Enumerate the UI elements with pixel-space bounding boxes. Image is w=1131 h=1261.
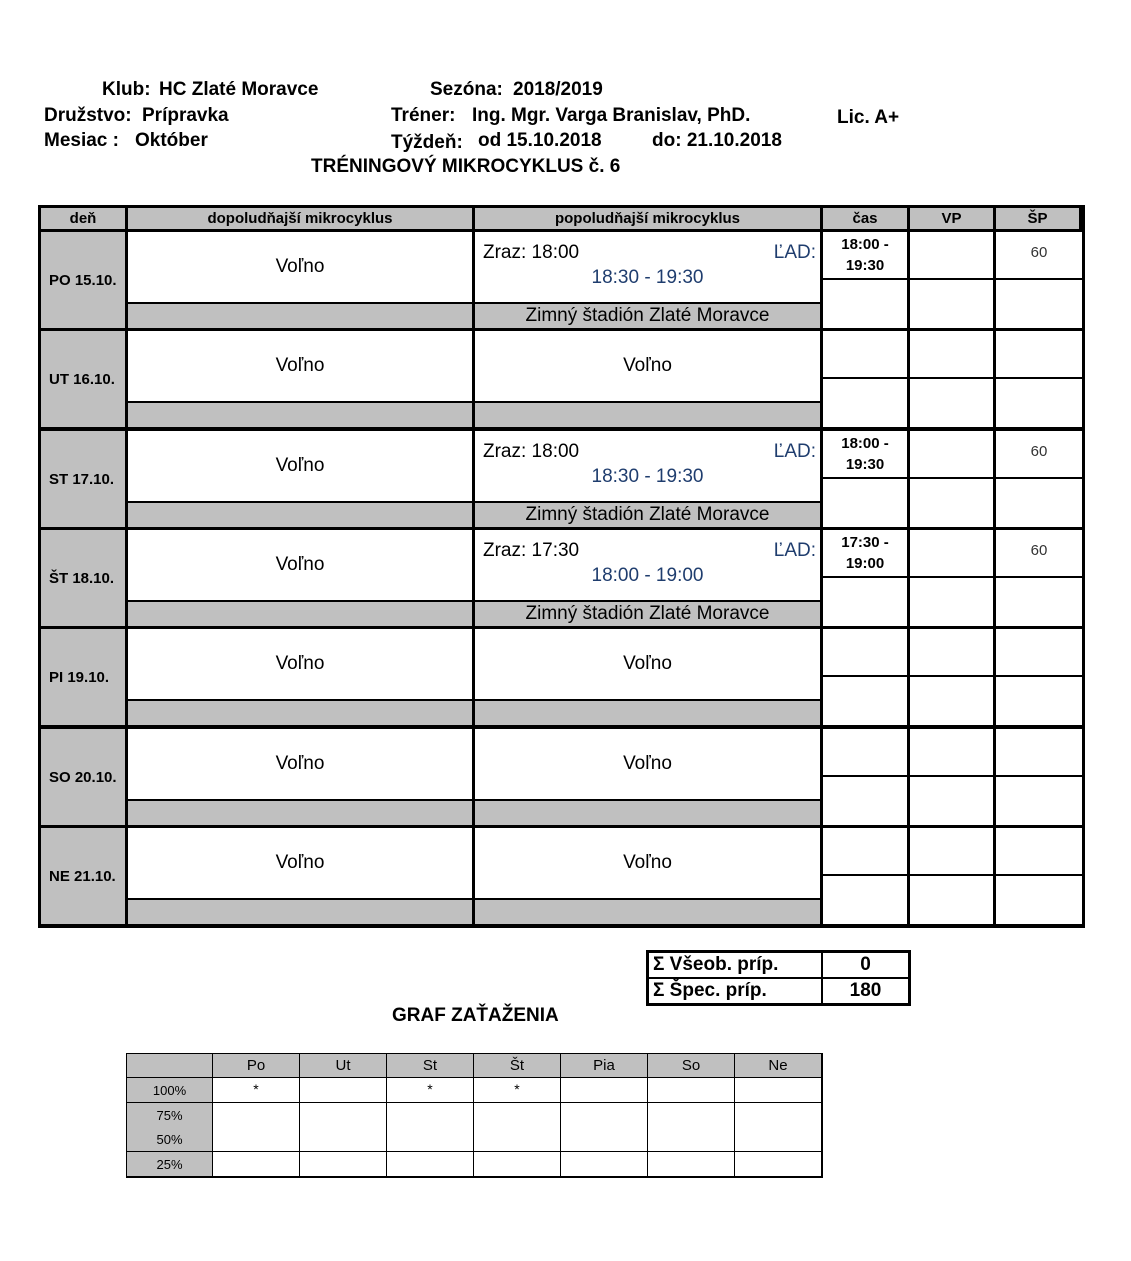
day-label: UT 16.10. bbox=[41, 331, 125, 427]
pm-lad-label: ĽAD: bbox=[773, 242, 816, 263]
graf-mark: * bbox=[213, 1078, 299, 1102]
cas-cell-2 bbox=[823, 280, 907, 328]
graf-day-header: St bbox=[387, 1054, 473, 1077]
pm-session: Voľno bbox=[475, 331, 820, 401]
am-session: Voľno bbox=[128, 828, 472, 898]
am-session: Voľno bbox=[128, 729, 472, 799]
day-label: PO 15.10. bbox=[41, 232, 125, 328]
sp-value: 60 bbox=[996, 232, 1082, 278]
pm-zraz: Zraz: 18:00 bbox=[483, 441, 580, 462]
graf-day-header: Po bbox=[213, 1054, 299, 1077]
graf-mark bbox=[387, 1127, 473, 1151]
summary-box bbox=[646, 950, 911, 1006]
graf-mark bbox=[213, 1152, 299, 1176]
day-label: ST 17.10. bbox=[41, 431, 125, 527]
vp-cell-2 bbox=[910, 379, 993, 427]
cas-cell-2 bbox=[823, 479, 907, 527]
vp-value bbox=[910, 828, 993, 874]
graf-mark bbox=[300, 1152, 386, 1176]
graf-mark bbox=[561, 1078, 647, 1102]
sp-value: 60 bbox=[996, 530, 1082, 576]
tyzden-label: Týždeň: bbox=[391, 132, 463, 153]
cas-cell-2 bbox=[823, 677, 907, 725]
pm-session: Voľno bbox=[475, 629, 820, 699]
graf-level-label: 100% bbox=[127, 1078, 212, 1102]
graf-day-header: Ut bbox=[300, 1054, 386, 1077]
graf-mark bbox=[300, 1078, 386, 1102]
cas-line: 18:00 - bbox=[841, 236, 889, 253]
klub-label: Klub: bbox=[102, 79, 151, 100]
vp-cell-2 bbox=[910, 777, 993, 825]
pm-ice-time: 18:30 - 19:30 bbox=[591, 466, 704, 487]
pm-venue bbox=[475, 701, 820, 725]
pm-venue: Zimný štadión Zlaté Moravce bbox=[475, 503, 820, 527]
cas-value bbox=[823, 530, 907, 576]
vp-cell-2 bbox=[910, 578, 993, 626]
sp-value: 60 bbox=[996, 431, 1082, 477]
druzstvo-value: Prípravka bbox=[142, 105, 229, 126]
cas-value bbox=[823, 629, 907, 675]
vseob-value: 0 bbox=[823, 953, 908, 977]
druzstvo-label: Družstvo: bbox=[44, 105, 132, 126]
cas-cell-2 bbox=[823, 777, 907, 825]
day-label: NE 21.10. bbox=[41, 828, 125, 924]
vp-value bbox=[910, 530, 993, 576]
am-venue bbox=[128, 801, 472, 825]
sezona-value: 2018/2019 bbox=[513, 79, 603, 100]
am-session: Voľno bbox=[128, 331, 472, 401]
graf-mark bbox=[213, 1127, 299, 1151]
graf-mark bbox=[387, 1103, 473, 1127]
graf-mark: * bbox=[474, 1078, 560, 1102]
vp-cell-2 bbox=[910, 479, 993, 527]
am-venue bbox=[128, 403, 472, 427]
vp-cell-2 bbox=[910, 677, 993, 725]
pm-ice-time: 18:30 - 19:30 bbox=[591, 267, 704, 288]
trener-label: Tréner: bbox=[391, 105, 456, 126]
pm-session bbox=[475, 232, 820, 302]
am-session: Voľno bbox=[128, 232, 472, 302]
vp-value bbox=[910, 232, 993, 278]
cas-line: 18:00 - bbox=[841, 435, 889, 452]
col-header-den: deň bbox=[41, 208, 125, 229]
vp-value bbox=[910, 629, 993, 675]
graf-mark bbox=[300, 1127, 386, 1151]
vp-cell-2 bbox=[910, 876, 993, 924]
graf-mark bbox=[213, 1103, 299, 1127]
pm-ice-time: 18:00 - 19:00 bbox=[591, 565, 704, 586]
am-session: Voľno bbox=[128, 629, 472, 699]
am-venue bbox=[128, 503, 472, 527]
pm-venue bbox=[475, 403, 820, 427]
col-header-dopoludnie: dopoludňajší mikrocyklus bbox=[128, 208, 472, 229]
cas-line: 17:30 - bbox=[841, 534, 889, 551]
graf-mark bbox=[387, 1152, 473, 1176]
pm-session bbox=[475, 530, 820, 600]
pm-venue: Zimný štadión Zlaté Moravce bbox=[475, 602, 820, 626]
tyzden-do: do: 21.10.2018 bbox=[652, 130, 782, 151]
graf-mark bbox=[735, 1127, 821, 1151]
pm-venue: Zimný štadión Zlaté Moravce bbox=[475, 304, 820, 328]
trener-value: Ing. Mgr. Varga Branislav, PhD. bbox=[472, 105, 751, 126]
mesiac-value: Október bbox=[135, 130, 208, 151]
vseob-label: Σ Všeob. príp. bbox=[649, 953, 821, 977]
col-header-vp: VP bbox=[910, 208, 993, 229]
graf-day-header: Št bbox=[474, 1054, 560, 1077]
pm-zraz: Zraz: 17:30 bbox=[483, 540, 580, 561]
graf-mark bbox=[474, 1127, 560, 1151]
vp-value bbox=[910, 431, 993, 477]
page-title: TRÉNINGOVÝ MIKROCYKLUS č. 6 bbox=[311, 156, 621, 177]
graf-day-header: Ne bbox=[735, 1054, 821, 1077]
microcycle-table bbox=[38, 205, 1085, 928]
pm-session: Voľno bbox=[475, 828, 820, 898]
graf-mark bbox=[648, 1127, 734, 1151]
graf-mark bbox=[300, 1103, 386, 1127]
vp-cell-2 bbox=[910, 280, 993, 328]
graf-mark bbox=[561, 1127, 647, 1151]
am-venue bbox=[128, 304, 472, 328]
sp-cell-2 bbox=[996, 479, 1082, 527]
sp-cell-2 bbox=[996, 280, 1082, 328]
vp-value bbox=[910, 331, 993, 377]
pm-zraz: Zraz: 18:00 bbox=[483, 242, 580, 263]
sp-cell-2 bbox=[996, 876, 1082, 924]
licencia: Lic. A+ bbox=[837, 107, 900, 128]
spec-value: 180 bbox=[823, 979, 908, 1003]
pm-lad-label: ĽAD: bbox=[773, 441, 816, 462]
vp-value bbox=[910, 729, 993, 775]
graf-day-header: Pia bbox=[561, 1054, 647, 1077]
graf-mark bbox=[735, 1103, 821, 1127]
cas-value bbox=[823, 828, 907, 874]
sp-cell-2 bbox=[996, 777, 1082, 825]
sp-cell-2 bbox=[996, 578, 1082, 626]
cas-value bbox=[823, 431, 907, 477]
graf-mark: * bbox=[387, 1078, 473, 1102]
col-header-cas: čas bbox=[823, 208, 907, 229]
day-label: SO 20.10. bbox=[41, 729, 125, 825]
mesiac-label: Mesiac : bbox=[44, 130, 119, 151]
day-label: PI 19.10. bbox=[41, 629, 125, 725]
day-label: ŠT 18.10. bbox=[41, 530, 125, 626]
am-venue bbox=[128, 701, 472, 725]
tyzden-od: od 15.10.2018 bbox=[478, 130, 602, 151]
cas-cell-2 bbox=[823, 578, 907, 626]
load-graph-table bbox=[126, 1053, 823, 1178]
pm-venue bbox=[475, 801, 820, 825]
cas-value bbox=[823, 331, 907, 377]
sezona-label: Sezóna: bbox=[430, 79, 503, 100]
sp-value bbox=[996, 629, 1082, 675]
pm-lad-label: ĽAD: bbox=[773, 540, 816, 561]
sp-value bbox=[996, 828, 1082, 874]
klub-value: HC Zlaté Moravce bbox=[159, 79, 319, 100]
graf-level-label: 25% bbox=[127, 1152, 212, 1176]
graf-mark bbox=[561, 1103, 647, 1127]
sp-cell-2 bbox=[996, 379, 1082, 427]
graf-level-label: 75% bbox=[127, 1103, 212, 1127]
am-venue bbox=[128, 602, 472, 626]
graf-mark bbox=[474, 1103, 560, 1127]
cas-value bbox=[823, 232, 907, 278]
am-session: Voľno bbox=[128, 530, 472, 600]
am-venue bbox=[128, 900, 472, 924]
col-header-popoludnie: popoludňajší mikrocyklus bbox=[475, 208, 820, 229]
cas-line: 19:00 bbox=[845, 555, 885, 572]
spec-label: Σ Špec. príp. bbox=[649, 979, 821, 1003]
graf-mark bbox=[648, 1078, 734, 1102]
pm-session: Voľno bbox=[475, 729, 820, 799]
sp-value bbox=[996, 729, 1082, 775]
graf-mark bbox=[648, 1152, 734, 1176]
cas-cell-2 bbox=[823, 379, 907, 427]
cas-line: 19:30 bbox=[845, 456, 885, 473]
cas-line: 19:30 bbox=[845, 257, 885, 274]
graf-corner bbox=[127, 1054, 212, 1077]
graf-mark bbox=[735, 1152, 821, 1176]
graf-level-label: 50% bbox=[127, 1127, 212, 1151]
sp-value bbox=[996, 331, 1082, 377]
cas-cell-2 bbox=[823, 876, 907, 924]
graf-mark bbox=[735, 1078, 821, 1102]
graf-mark bbox=[648, 1103, 734, 1127]
graf-day-header: So bbox=[648, 1054, 734, 1077]
graf-mark bbox=[561, 1152, 647, 1176]
pm-venue bbox=[475, 900, 820, 924]
col-header-sp: ŠP bbox=[996, 208, 1079, 229]
sp-cell-2 bbox=[996, 677, 1082, 725]
graf-mark bbox=[474, 1152, 560, 1176]
cas-value bbox=[823, 729, 907, 775]
pm-session bbox=[475, 431, 820, 501]
graf-title: GRAF ZAŤAŽENIA bbox=[392, 1005, 559, 1026]
am-session: Voľno bbox=[128, 431, 472, 501]
